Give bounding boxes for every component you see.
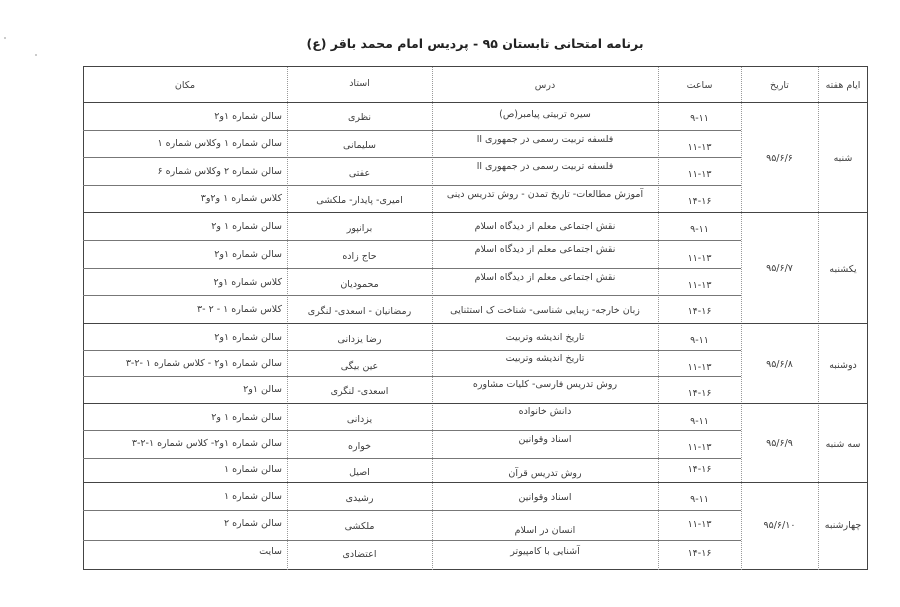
location-value: سالن شماره ۱و۲	[214, 249, 282, 260]
date-value: ۹۵/۶/۷	[766, 263, 793, 274]
day-label: شنبه	[833, 153, 853, 164]
course-name: اسناد وقوانین	[518, 492, 572, 503]
time-value: ۱۴-۱۶	[687, 306, 712, 317]
instructor-name: محمودیان	[340, 279, 379, 290]
instructor-name: امیری- پایدار- ملکشی	[316, 195, 403, 206]
time-value: ۱۴-۱۶	[687, 464, 712, 475]
header-time: ساعت	[686, 80, 713, 91]
course-name: نقش اجتماعی معلم از دیدگاه اسلام	[474, 244, 616, 255]
instructor-name: ملکشی	[344, 521, 375, 532]
time-value: ۹-۱۱	[690, 494, 709, 505]
time-value: ۱۴-۱۶	[687, 388, 712, 399]
course-name: زبان خارجه- زیبایی شناسی- شناخت ک استثنایی	[450, 305, 640, 316]
row-divider	[83, 350, 741, 351]
course-name: تاریخ اندیشه وتربیت	[505, 332, 585, 343]
location-value: کلاس شماره ۱و۲	[213, 277, 282, 288]
time-value: ۹-۱۱	[690, 416, 709, 427]
course-name: آشنایی با کامپیوتر	[510, 546, 580, 557]
row-divider	[83, 430, 741, 431]
group-divider	[83, 323, 868, 324]
instructor-name: اعتضادی	[342, 549, 377, 560]
row-divider	[83, 376, 741, 377]
header-course: درس	[534, 80, 556, 91]
time-value: ۱۱-۱۳	[687, 442, 712, 453]
course-name: اسناد وقوانین	[518, 434, 572, 445]
course-name: آموزش مطالعات- تاریخ تمدن - روش تدریس دینی	[446, 189, 644, 200]
location-value: کلاس شماره ۱ - ۲ -۳	[197, 304, 282, 315]
group-divider	[83, 482, 868, 483]
instructor-name: اصیل	[349, 467, 370, 478]
instructor-name: برانپور	[346, 223, 373, 234]
location-value: سالن ۱و۲	[243, 384, 282, 395]
instructor-name: رشیدی	[345, 493, 374, 504]
time-value: ۱۴-۱۶	[687, 196, 712, 207]
time-value: ۱۱-۱۳	[687, 280, 712, 291]
day-label: دوشنبه	[829, 360, 857, 371]
course-name: انسان در اسلام	[514, 525, 576, 536]
scan-speck	[35, 54, 37, 56]
date-value: ۹۵/۶/۶	[766, 153, 793, 164]
instructor-name: رمضانیان - اسعدی- لنگری	[307, 306, 412, 317]
course-name: روش تدریس قرآن	[508, 468, 582, 479]
row-divider	[83, 157, 741, 158]
location-value: سالن شماره ۱ و۲	[211, 221, 282, 232]
course-name: دانش خانواده	[518, 406, 572, 417]
time-value: ۱۴-۱۶	[687, 548, 712, 559]
row-divider	[83, 240, 741, 241]
course-name: روش تدریس فارسی- کلیات مشاوره	[472, 379, 618, 390]
instructor-name: خواره	[348, 441, 371, 452]
location-value: سالن شماره ۲ وکلاس شماره ۶	[157, 166, 282, 177]
row-divider	[83, 130, 741, 131]
date-value: ۹۵/۶/۹	[766, 438, 793, 449]
group-divider	[83, 403, 868, 404]
location-value: سالن شماره ۱ وکلاس شماره ۱	[157, 138, 282, 149]
instructor-name: اسعدی- لنگری	[330, 386, 389, 397]
time-value: ۱۱-۱۳	[687, 519, 712, 530]
page-title: برنامه امتحانی تابستان ۹۵ - پردیس امام محمد باقر (ع)	[306, 36, 644, 51]
course-name: سیره تربیتی پیامبر(ص)	[499, 109, 591, 120]
date-value: ۹۵/۶/۱۰	[763, 520, 796, 531]
location-value: سالن شماره ۱	[223, 464, 282, 475]
time-value: ۱۱-۱۳	[687, 362, 712, 373]
course-name: تاریخ اندیشه وتربیت	[505, 353, 585, 364]
date-value: ۹۵/۶/۸	[766, 359, 793, 370]
location-value: کلاس شماره ۱ و۲و۳	[200, 193, 282, 204]
day-label: چهارشنبه	[824, 520, 862, 531]
time-value: ۱۱-۱۳	[687, 253, 712, 264]
instructor-name: حاج زاده	[342, 251, 377, 262]
instructor-name: عین بیگی	[340, 361, 379, 372]
header-day: ایام هفته	[825, 80, 861, 91]
day-label: سه شنبه	[825, 439, 861, 450]
instructor-name: رضا یزدانی	[337, 334, 382, 345]
location-value: سالن شماره ۱ و۲	[211, 412, 282, 423]
time-value: ۱۱-۱۳	[687, 169, 712, 180]
row-divider	[83, 268, 741, 269]
day-label: یکشنبه	[829, 264, 857, 275]
location-value: سالن شماره ۱	[223, 491, 282, 502]
row-divider	[83, 458, 741, 459]
row-divider	[83, 295, 741, 296]
column-divider	[741, 67, 742, 570]
time-value: ۱۱-۱۳	[687, 142, 712, 153]
time-value: ۹-۱۱	[690, 335, 709, 346]
location-value: سالن شماره ۱و۲- کلاس شماره ۱-۲-۳	[131, 438, 282, 449]
course-name: نقش اجتماعی معلم از دیدگاه اسلام	[474, 272, 616, 283]
location-value: سالن شماره ۱و۲	[214, 111, 282, 122]
instructor-name: سلیمانی	[343, 140, 376, 151]
instructor-name: نظری	[347, 112, 372, 123]
instructor-name: عفتی	[348, 168, 371, 179]
group-divider	[83, 212, 868, 213]
location-value: سالن شماره ۲	[223, 518, 282, 529]
course-name: فلسفه تربیت رسمی در جمهوری اا	[476, 161, 614, 172]
header-date: تاریخ	[770, 80, 789, 91]
header-location: مکان	[174, 80, 196, 91]
row-divider	[83, 185, 741, 186]
column-divider	[818, 67, 819, 570]
course-name: نقش اجتماعی معلم از دیدگاه اسلام	[474, 221, 616, 232]
time-value: ۹-۱۱	[690, 113, 709, 124]
course-name: فلسفه تربیت رسمی در جمهوری اا	[476, 134, 614, 145]
time-value: ۹-۱۱	[690, 224, 709, 235]
row-divider	[83, 510, 741, 511]
row-divider	[83, 540, 741, 541]
scan-speck	[4, 37, 6, 39]
header-divider	[83, 102, 868, 103]
header-instructor: استاد	[349, 78, 370, 89]
location-value: سالن شماره ۱و۲	[214, 332, 282, 343]
instructor-name: یزدانی	[346, 414, 373, 425]
location-value: سایت	[259, 546, 282, 557]
location-value: سالن شماره ۱و۲ - کلاس شماره ۱ -۲-۳	[125, 358, 282, 369]
